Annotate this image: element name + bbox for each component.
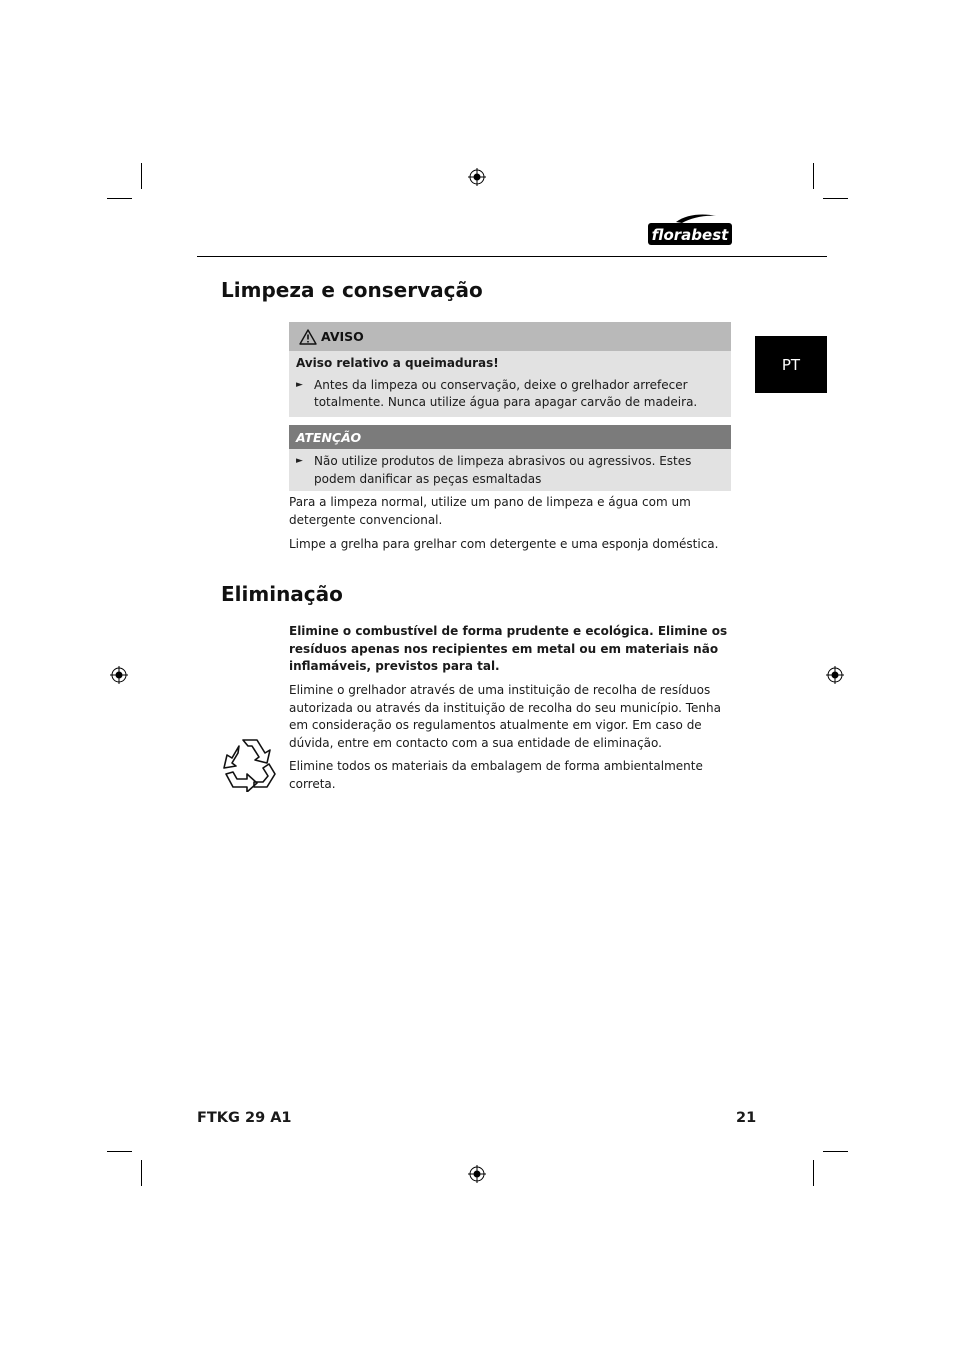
florabest-logo [646, 213, 734, 247]
paragraph-bold: Elimine o combustível de forma prudente e ecológica. Elimine os resíduos apenas nos recipientes em metal ou em materiais não inflamáveis, previstos para tal. [289, 624, 728, 673]
crop-mark [823, 198, 848, 199]
language-tab [755, 336, 827, 393]
crop-mark [813, 163, 814, 189]
list-item [296, 453, 723, 488]
section-title-cleaning: Limpeza e conservação [221, 278, 483, 302]
bullet-arrow-icon: ► [296, 456, 303, 466]
crop-mark [813, 1160, 814, 1186]
warning-header [289, 322, 731, 351]
crop-mark [823, 1151, 848, 1152]
crop-mark [107, 1151, 132, 1152]
attention-label: ATENÇÃO [296, 429, 362, 445]
paragraph: Elimine todos os materiais da embalagem de forma ambientalmente correta. [289, 759, 703, 791]
bullet-arrow-icon: ► [296, 379, 303, 390]
warning-subtitle: Aviso relativo a queimaduras! [296, 356, 499, 370]
crop-mark [107, 198, 132, 199]
registration-mark-icon [110, 666, 128, 684]
model-number: FTKG 29 A1 [197, 1110, 292, 1126]
page-number: 21 [736, 1110, 757, 1126]
attention-header [289, 425, 731, 449]
registration-mark-icon [826, 666, 844, 684]
registration-mark-icon [468, 1165, 486, 1183]
bullet-text: Antes da limpeza ou conservação, deixe o grelhador arrefecer totalmente. Nunca utilize água para apagar carvão de madeira. [314, 377, 698, 409]
warning-triangle-icon [299, 329, 317, 345]
attention-box [289, 425, 731, 491]
logo-text: florabest [651, 226, 729, 244]
warning-box [289, 322, 731, 417]
registration-mark-icon [468, 168, 486, 186]
warning-label: AVISO [321, 329, 364, 344]
paragraph: Elimine o grelhador através de uma instituição de recolha de resíduos autorizada ou através da instituição de recolha do seu município. Tenha em consideração os regulamentos atualmente em vigor. Em caso de dúvida, entre em contacto com a sua entidade de eliminação. [289, 683, 721, 750]
section-title-disposal: Eliminação [221, 582, 343, 606]
header-rule [197, 256, 827, 257]
recycle-icon [221, 736, 279, 792]
paragraph: Limpe a grelha para grelhar com detergente e uma esponja doméstica. [289, 537, 719, 551]
crop-mark [141, 1160, 142, 1186]
language-tab-label: PT [781, 355, 801, 374]
list-item [296, 377, 723, 412]
crop-mark [141, 163, 142, 189]
bullet-text: Não utilize produtos de limpeza abrasivos ou agressivos. Estes podem danificar as peças esmaltadas [314, 454, 692, 486]
paragraph: Para a limpeza normal, utilize um pano de limpeza e água com um detergente convencional. [289, 495, 691, 527]
